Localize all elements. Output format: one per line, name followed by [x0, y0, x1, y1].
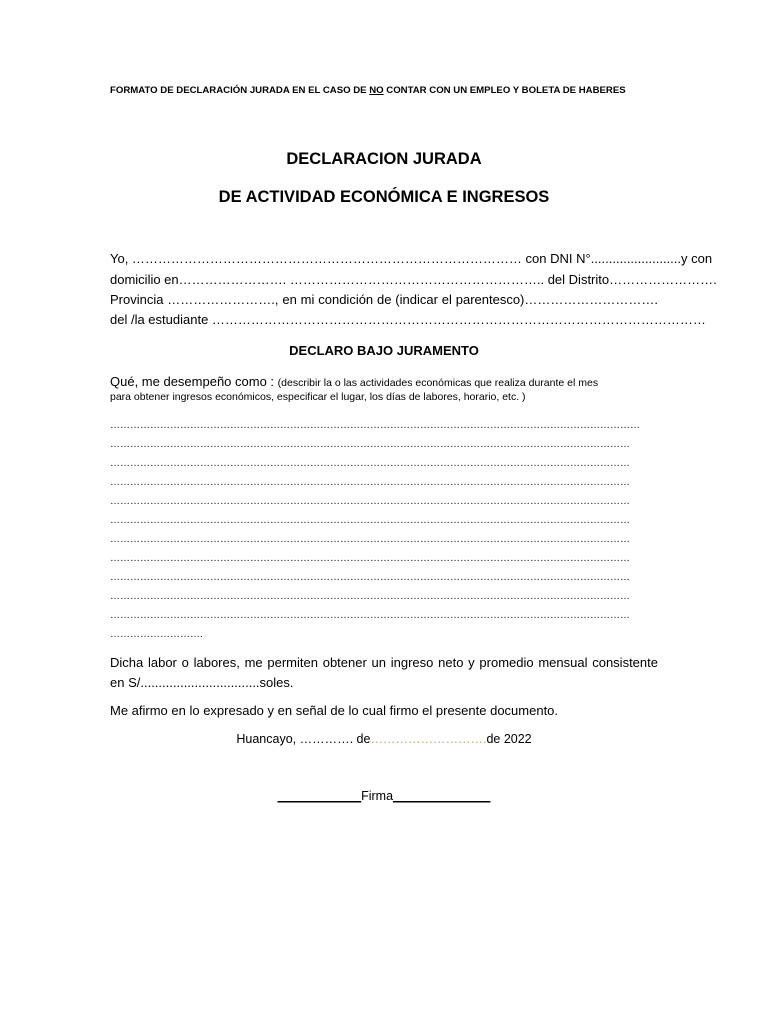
- desempeno-paren-1: (describir la o las actividades económicas que realiza durante el mes: [277, 377, 599, 389]
- dot-line: ……………………….: [110, 629, 203, 640]
- dot-line: …………………………………………………………………………………………………………………………………………: [110, 572, 630, 583]
- dot-line: …………………………………………………………………………………………………………………………………………: [110, 591, 630, 602]
- intro-line-2: domicilio en……………………. ………………………………………………….. del Distrito…………………….: [110, 272, 717, 287]
- desempeno-line-1: [110, 373, 658, 391]
- header-no-underlined: NO: [369, 85, 384, 96]
- firma-label: Firma: [361, 789, 394, 803]
- dot-line: …………………………………………………………………………………………………………………………………………: [110, 439, 630, 450]
- dot-line: …………………………………………………………………………………………………………………………………………: [110, 496, 630, 507]
- firma-underline-left: ____________: [277, 789, 362, 803]
- firma-underline-right: ______________: [393, 789, 491, 803]
- labor-line-2: en S/.................................soles.: [110, 675, 294, 690]
- fecha-post: de 2022: [486, 732, 532, 746]
- fecha-pre: Huancayo, …………. de: [236, 732, 371, 746]
- declaro-heading: DECLARO BAJO JURAMENTO: [289, 343, 479, 358]
- dot-line: …………………………………………………………………………………………………………………………………………: [110, 610, 630, 621]
- header-text-1: FORMATO DE DECLARACIÓN JURADA EN EL CASO DE: [110, 85, 370, 96]
- desempeno-lead: Qué, me desempeño como :: [110, 374, 278, 389]
- title-line-1: DECLARACION JURADA: [286, 150, 482, 168]
- title-line-2: DE ACTIVIDAD ECONÓMICA E INGRESOS: [218, 188, 550, 206]
- dot-line: ……………………………………………………………………………………………………………………………………………: [110, 420, 640, 431]
- dot-line: …………………………………………………………………………………………………………………………………………: [110, 458, 630, 469]
- fecha-dots: ……………………….: [370, 732, 487, 746]
- intro-line-4: del /la estudiante ……………………………………………………………………………………………………: [110, 312, 706, 327]
- intro-line-1: Yo, ……………………………………………………………………………… con DNI N°.........................y con: [110, 251, 713, 266]
- firma-line: [0, 789, 768, 803]
- document-header: [110, 85, 626, 96]
- fecha-line: [0, 732, 768, 746]
- afirmo-text: Me afirmo en lo expresado y en señal de lo cual firmo el presente documento.: [110, 703, 559, 718]
- dot-line: …………………………………………………………………………………………………………………………………………: [110, 534, 630, 545]
- labor-line-1: Dicha labor o labores, me permiten obtener un ingreso neto y promedio mensual consistente: [110, 655, 658, 670]
- desempeno-line-2: para obtener ingresos económicos, especificar el lugar, los días de labores, horario, etc. ): [110, 391, 526, 403]
- header-text-2: CONTAR CON UN EMPLEO Y BOLETA DE HABERES: [383, 85, 626, 96]
- dot-line: …………………………………………………………………………………………………………………………………………: [110, 477, 630, 488]
- dot-line: …………………………………………………………………………………………………………………………………………: [110, 515, 630, 526]
- dot-line: …………………………………………………………………………………………………………………………………………: [110, 553, 630, 564]
- intro-line-3: Provincia ……………………., en mi condición de (indicar el parentesco)………………………….: [110, 292, 658, 307]
